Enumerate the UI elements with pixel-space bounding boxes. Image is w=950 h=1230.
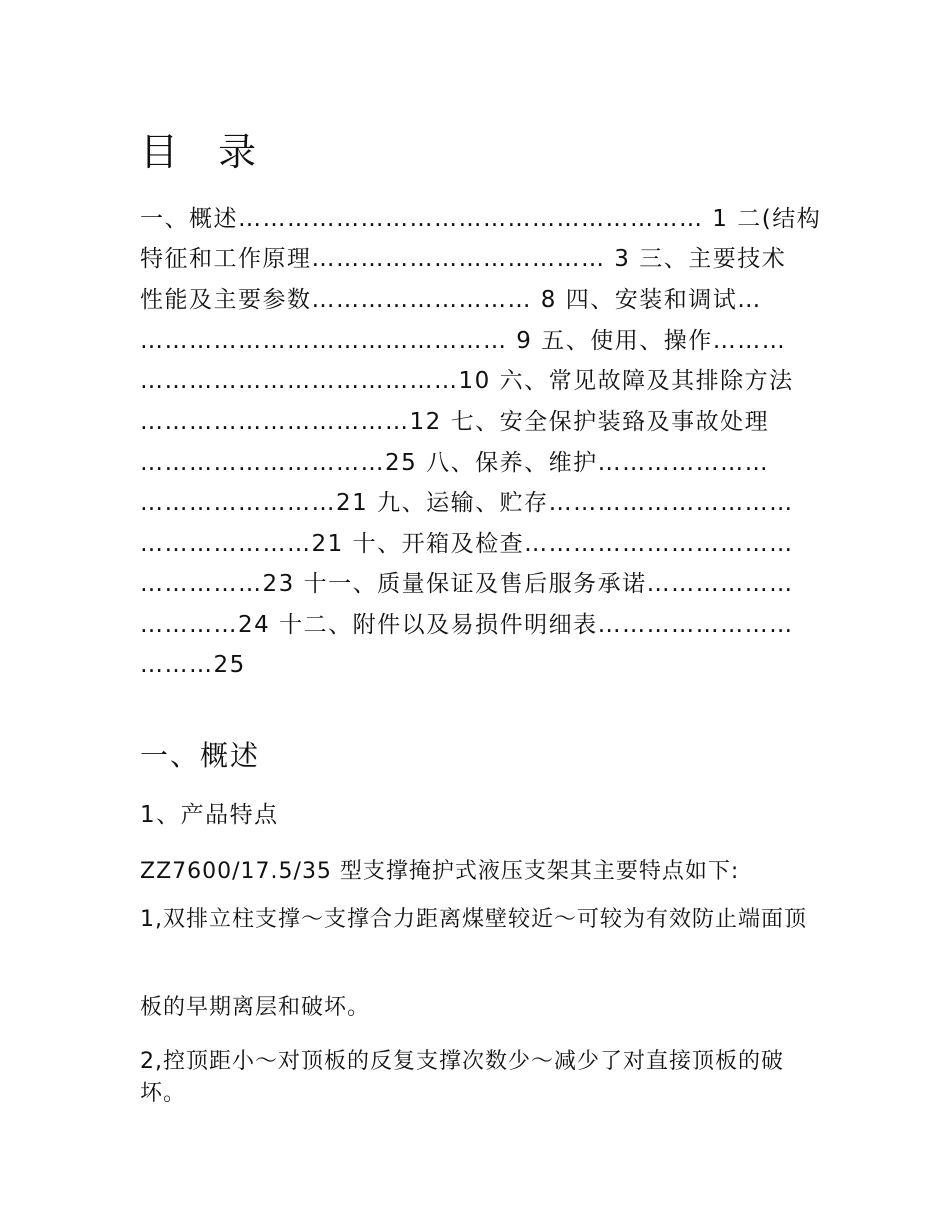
- subsection-heading: 1、产品特点: [140, 802, 279, 828]
- toc-line: ………25: [140, 652, 246, 678]
- toc-line: ……………………………………… 9 五、使用、操作………: [140, 328, 787, 354]
- toc-line: …………………………………10 六、常见故障及其排除方法: [140, 368, 794, 394]
- toc-line: …………………21 十、开箱及检查……………………………: [140, 531, 794, 557]
- paragraph: 1,双排立柱支撑～支撑合力距离煤壁较近～可较为有效防止端面顶: [140, 907, 807, 932]
- toc-title: 目 录: [140, 130, 271, 174]
- paragraph: 板的早期离层和破坏。: [140, 995, 371, 1020]
- toc-line: ……………………21 九、运输、贮存…………………………: [140, 490, 794, 516]
- toc-line: ……………………………12 七、安全保护装臵及事故处理: [140, 409, 770, 435]
- section-heading: 一、概述: [140, 739, 261, 772]
- paragraph: 2,控顶距小～对顶板的反复支撑次数少～减少了对直接顶板的破坏。: [140, 1049, 784, 1106]
- toc-line: 性能及主要参数……………………… 8 四、安装和调试…: [140, 287, 762, 313]
- paragraph: ZZ7600/17.5/35 型支撑掩护式液压支架其主要特点如下:: [140, 859, 740, 884]
- toc-line: …………24 十二、附件以及易损件明细表……………………: [140, 612, 794, 638]
- toc-line: 一、概述………………………………………………… 1 二(结构: [140, 206, 822, 232]
- toc-line: ……………23 十一、质量保证及售后服务承诺………………: [140, 571, 794, 597]
- toc-line: 特征和工作原理……………………………… 3 三、主要技术: [140, 246, 787, 272]
- toc-line: …………………………25 八、保养、维护…………………: [140, 450, 770, 476]
